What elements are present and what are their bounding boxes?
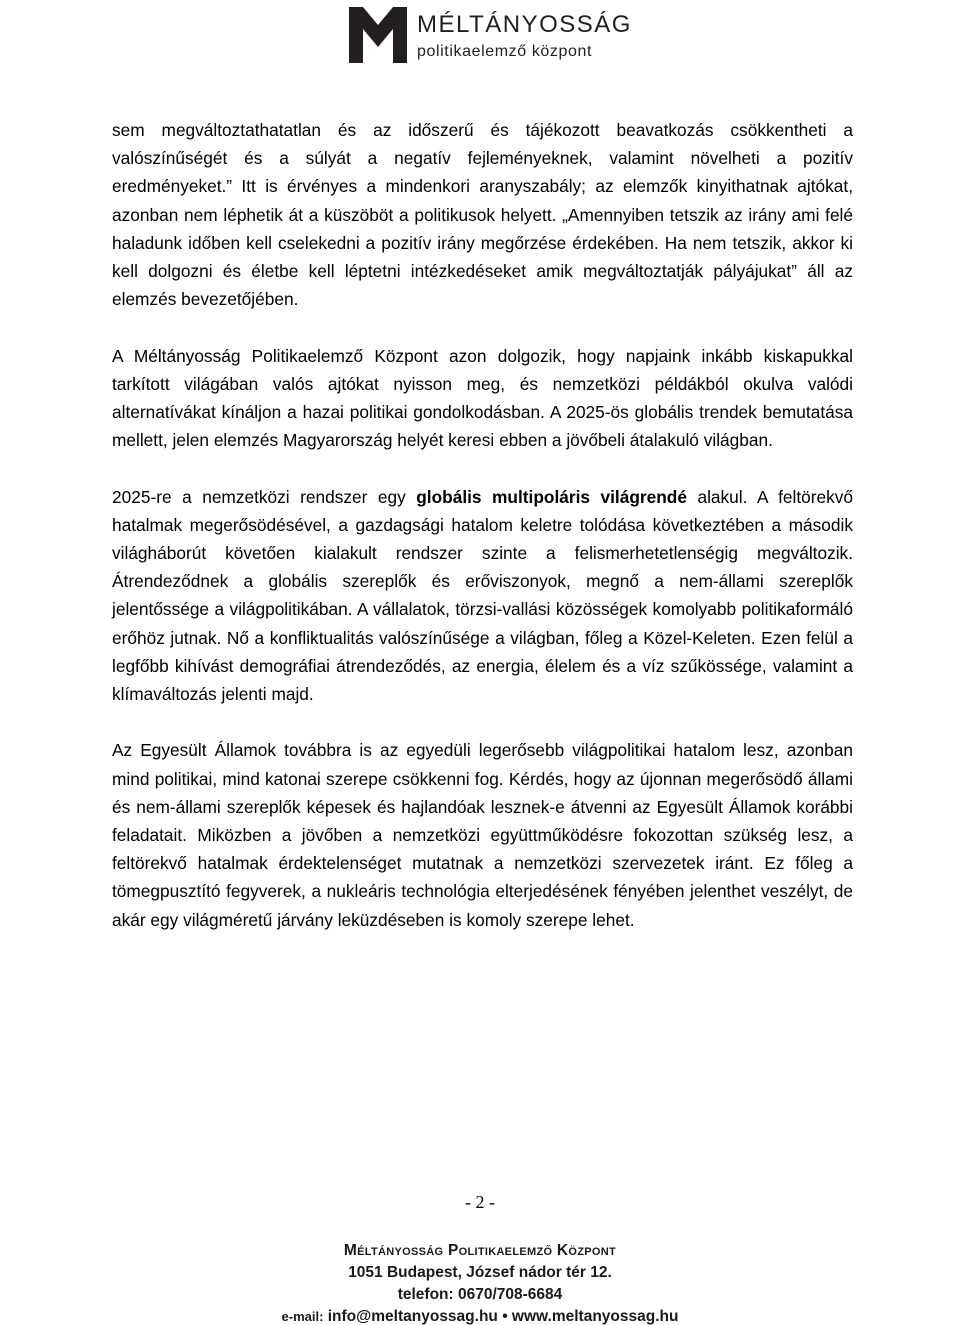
footer-address: 1051 Budapest, József nádor tér 12. [348, 1264, 612, 1281]
footer-contact [0, 1306, 960, 1325]
logo-m-icon [347, 5, 409, 65]
paragraph [112, 483, 853, 709]
paragraph [112, 342, 853, 455]
paragraph [112, 736, 853, 933]
page-number: - 2 - [465, 1192, 495, 1212]
logo-title: MÉLTÁNYOSSÁG [417, 11, 632, 38]
paragraph-text: 2025-re a nemzetközi rendszer egy [112, 486, 417, 507]
footer-email-label: e-mail: [281, 1309, 324, 1324]
logo-subtitle: politikaelemző központ [417, 43, 593, 60]
footer-email-web: info@meltanyossag.hu • www.meltanyossag.hu [327, 1308, 679, 1325]
paragraph-bold-text: globális multipoláris világrendé [416, 486, 687, 507]
paragraph-text: Az Egyesült Államok továbbra is az egyedüli legerősebb világpolitikai hatalom lesz, azonban mind politikai, mind katonai szerepe csökkenni fog. Kérdés, hogy az újonnan megerősödő állami és nem-állami szereplők képesek és hajlandóak lesznek-e átvenni az Egyesült Államok korábbi feladatait. Miközben a jövőben a nemzetközi együttműködésre fokozottan szükség lesz, a feltörekvő hatalmak érdektelenséget mutatnak a nemzetközi szervezetek iránt. Ez főleg a tömegpusztító fegyverek, a nukleáris technológia elterjedésének fényében jelenthet veszélyt, de akár egy világméretű járvány leküzdéseben is komoly szerepe lehet. [112, 740, 853, 930]
footer-phone: telefon: 0670/708-6684 [397, 1286, 563, 1303]
paragraph-text: sem megváltoztathatatlan és az időszerű és tájékozott beavatkozás csökkentheti a valószínűségét és a súlyát a negatív fejleményeknek, valamint növelheti a pozitív eredményeket.” Itt is érvényes a mindenkori aranyszabály; az elemzők kinyithatnak ajtókat, azonban nem léphetik át a küszöböt a politikusok helyett. „Amennyiben tetszik az irány ami felé haladunk időben kell cselekedni a pozitív irány megőrzése érdekében. Ha nem tetszik, akkor ki kell dolgozni és életbe kell léptetni intézkedéseket amik megváltoztatják pályájukat” áll az elemzés bevezetőjében. [112, 120, 853, 310]
header-logo [347, 5, 632, 65]
paragraph-text: A Méltányosság Politikaelemző Központ azon dolgozik, hogy napjaink inkább kiskapukkal tarkított világában valós ajtókat nyisson meg, és nemzetközi példákból okulva valódi alternatívákat kínáljon a hazai politikai gondolkodásban. A 2025-ös globális trendek bemutatása mellett, jelen elemzés Magyarország helyét keresi ebben a jövőbeli átalakuló világban. [112, 345, 853, 451]
footer [0, 1240, 960, 1325]
paragraph [112, 116, 853, 313]
footer-org-name: Méltányosság Politikaelemző Központ [343, 1242, 617, 1259]
paragraph-text: alakul. A feltörekvő hatalmak megerősödésével, a gazdagsági hatalom keletre tolódása következtében a második világháborút követően kialakult rendszer szinte a felismerhetetlenségig megváltozik. Átrendeződnek a globális szereplők és erőviszonyok, megnő a nem-állami szereplők jelentőssége a világpolitikában. A vállalatok, törzsi-vallási közösségek komolyabb politikaformáló erőhöz jutnak. Nő a konfliktualitás valószínűsége a világban, főleg a Közel-Keleten. Ezen felül a legfőbb kihívást demográfiai átrendeződés, az energia, élelem és a víz szűkössége, valamint a klímaváltozás jelenti majd. [112, 486, 853, 705]
document-body [112, 116, 853, 962]
